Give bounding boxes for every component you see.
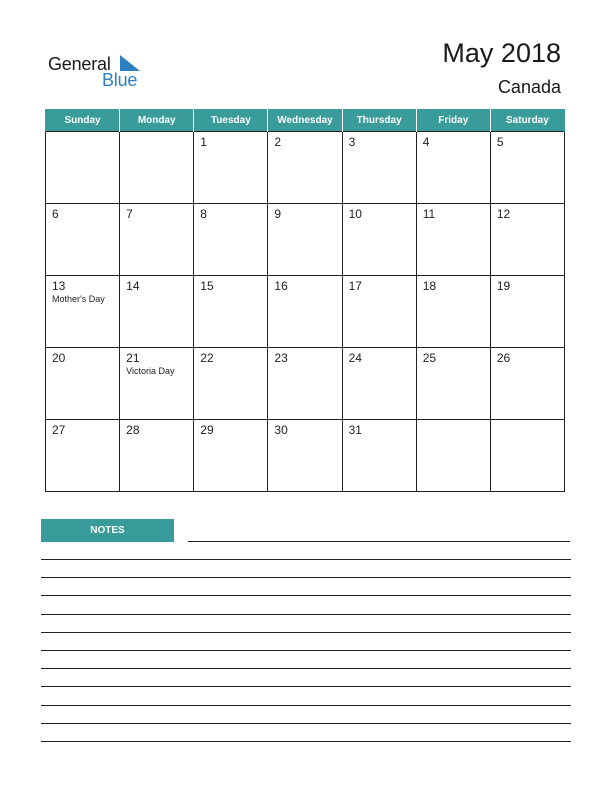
- holiday-label: [46, 365, 119, 366]
- calendar-day-cell: [46, 348, 120, 420]
- weekday-header-row: [46, 109, 565, 132]
- calendar-day-cell: [120, 132, 194, 204]
- holiday-label: [343, 437, 416, 438]
- calendar-week-row: [46, 348, 565, 420]
- calendar-day-cell: [120, 204, 194, 276]
- calendar-day-cell: [416, 420, 490, 492]
- calendar-day-cell: [268, 204, 342, 276]
- holiday-label: [491, 423, 564, 424]
- notes-label: NOTES: [41, 519, 174, 542]
- day-number: 1: [200, 135, 207, 149]
- note-line: [41, 668, 571, 669]
- holiday-label: [491, 365, 564, 366]
- holiday-label: [46, 135, 119, 136]
- day-number: 14: [126, 279, 140, 293]
- calendar-day-cell: [194, 204, 268, 276]
- note-line: [41, 559, 571, 560]
- calendar-day-cell: [268, 132, 342, 204]
- day-number: 22: [200, 351, 214, 365]
- calendar-day-cell: [342, 420, 416, 492]
- day-number: 23: [274, 351, 288, 365]
- weekday-header: Monday: [120, 109, 194, 132]
- holiday-label: [417, 365, 490, 366]
- weekday-header: Tuesday: [194, 109, 268, 132]
- calendar-grid: [45, 109, 565, 492]
- day-number: 8: [200, 207, 207, 221]
- day-number: 13: [52, 279, 66, 293]
- calendar-day-cell: [342, 204, 416, 276]
- calendar-day-cell: [120, 276, 194, 348]
- calendar-day-cell: [342, 348, 416, 420]
- note-line: [188, 541, 570, 542]
- calendar-day-cell: [46, 204, 120, 276]
- holiday-label: [46, 437, 119, 438]
- day-number: 28: [126, 423, 140, 437]
- day-number: 21: [126, 351, 140, 365]
- day-number: 30: [274, 423, 288, 437]
- holiday-label: [343, 149, 416, 150]
- holiday-label: Victoria Day: [126, 366, 175, 376]
- calendar-week-row: [46, 276, 565, 348]
- calendar-day-cell: [194, 348, 268, 420]
- note-line: [41, 705, 571, 706]
- day-number: 7: [126, 207, 133, 221]
- day-number: 11: [422, 207, 436, 221]
- holiday-label: [491, 293, 564, 294]
- calendar-day-cell: [490, 420, 564, 492]
- holiday-label: [417, 293, 490, 294]
- calendar-day-cell: [416, 132, 490, 204]
- calendar-day-cell: [268, 348, 342, 420]
- logo-flag-icon: [120, 55, 140, 71]
- day-number: 20: [52, 351, 66, 365]
- holiday-label: Mother's Day: [52, 294, 105, 304]
- calendar-day-cell: [46, 420, 120, 492]
- holiday-label: [268, 221, 341, 222]
- note-line: [41, 741, 571, 742]
- calendar-day-cell: [46, 276, 120, 348]
- holiday-label: [46, 221, 119, 222]
- day-number: 9: [274, 207, 282, 221]
- day-number: 29: [200, 423, 214, 437]
- calendar-day-cell: [268, 420, 342, 492]
- calendar-day-cell: [46, 132, 120, 204]
- weekday-header: Friday: [416, 109, 490, 132]
- day-number: 10: [348, 207, 362, 221]
- day-number: 19: [496, 279, 511, 293]
- note-line: [41, 595, 571, 596]
- note-line: [41, 723, 571, 724]
- weekday-header: Saturday: [490, 109, 564, 132]
- calendar-day-cell: [416, 276, 490, 348]
- holiday-label: [417, 423, 490, 424]
- holiday-label: [194, 437, 267, 438]
- day-number: 15: [200, 279, 214, 293]
- day-number: 12: [496, 207, 511, 221]
- day-number: 6: [52, 207, 59, 221]
- note-line: [41, 614, 571, 615]
- day-number: 17: [348, 279, 362, 293]
- holiday-label: [268, 149, 341, 150]
- holiday-label: [194, 365, 267, 366]
- day-number: 3: [348, 135, 356, 149]
- calendar-week-row: [46, 204, 565, 276]
- holiday-label: [268, 437, 341, 438]
- calendar-day-cell: [490, 348, 564, 420]
- calendar-day-cell: [194, 132, 268, 204]
- calendar-week-row: [46, 420, 565, 492]
- note-line: [41, 650, 571, 651]
- day-number: 2: [274, 135, 282, 149]
- calendar-day-cell: [194, 420, 268, 492]
- holiday-label: [120, 293, 193, 294]
- holiday-label: [343, 365, 416, 366]
- logo-word-general: General: [48, 54, 111, 74]
- day-number: 25: [422, 351, 437, 365]
- calendar-day-cell: [416, 204, 490, 276]
- holiday-label: [120, 437, 193, 438]
- weekday-header: Thursday: [342, 109, 416, 132]
- page-title: May 2018: [442, 38, 561, 68]
- note-line: [41, 632, 571, 633]
- holiday-label: [343, 221, 416, 222]
- holiday-label: [120, 221, 193, 222]
- holiday-label: [343, 293, 416, 294]
- country-name: Canada: [497, 77, 561, 97]
- weekday-header: Sunday: [46, 109, 120, 132]
- day-number: 18: [422, 279, 437, 293]
- calendar-week-row: [46, 132, 565, 204]
- day-number: 27: [52, 423, 66, 437]
- day-number: 31: [348, 423, 362, 437]
- holiday-label: [417, 221, 490, 222]
- holiday-label: [268, 365, 341, 366]
- holiday-label: [491, 149, 564, 150]
- note-line: [41, 686, 571, 687]
- calendar-day-cell: [268, 276, 342, 348]
- calendar-day-cell: [416, 348, 490, 420]
- day-number: 5: [496, 135, 504, 149]
- calendar-day-cell: [120, 348, 194, 420]
- weekday-header: Wednesday: [268, 109, 342, 132]
- calendar-day-cell: [120, 420, 194, 492]
- calendar-day-cell: [342, 132, 416, 204]
- holiday-label: [268, 293, 341, 294]
- day-number: 16: [274, 279, 288, 293]
- day-number: 4: [422, 135, 430, 149]
- holiday-label: [194, 149, 267, 150]
- holiday-label: [120, 135, 193, 136]
- holiday-label: [194, 293, 267, 294]
- day-number: 24: [348, 351, 362, 365]
- day-number: 26: [496, 351, 511, 365]
- calendar-day-cell: [490, 276, 564, 348]
- generalblue-logo: [48, 54, 158, 94]
- calendar-day-cell: [194, 276, 268, 348]
- holiday-label: [417, 149, 490, 150]
- calendar-day-cell: [490, 204, 564, 276]
- calendar-day-cell: [342, 276, 416, 348]
- holiday-label: [194, 221, 267, 222]
- calendar-day-cell: [490, 132, 564, 204]
- logo-word-blue: Blue: [102, 70, 138, 90]
- note-line: [41, 577, 571, 578]
- holiday-label: [491, 221, 564, 222]
